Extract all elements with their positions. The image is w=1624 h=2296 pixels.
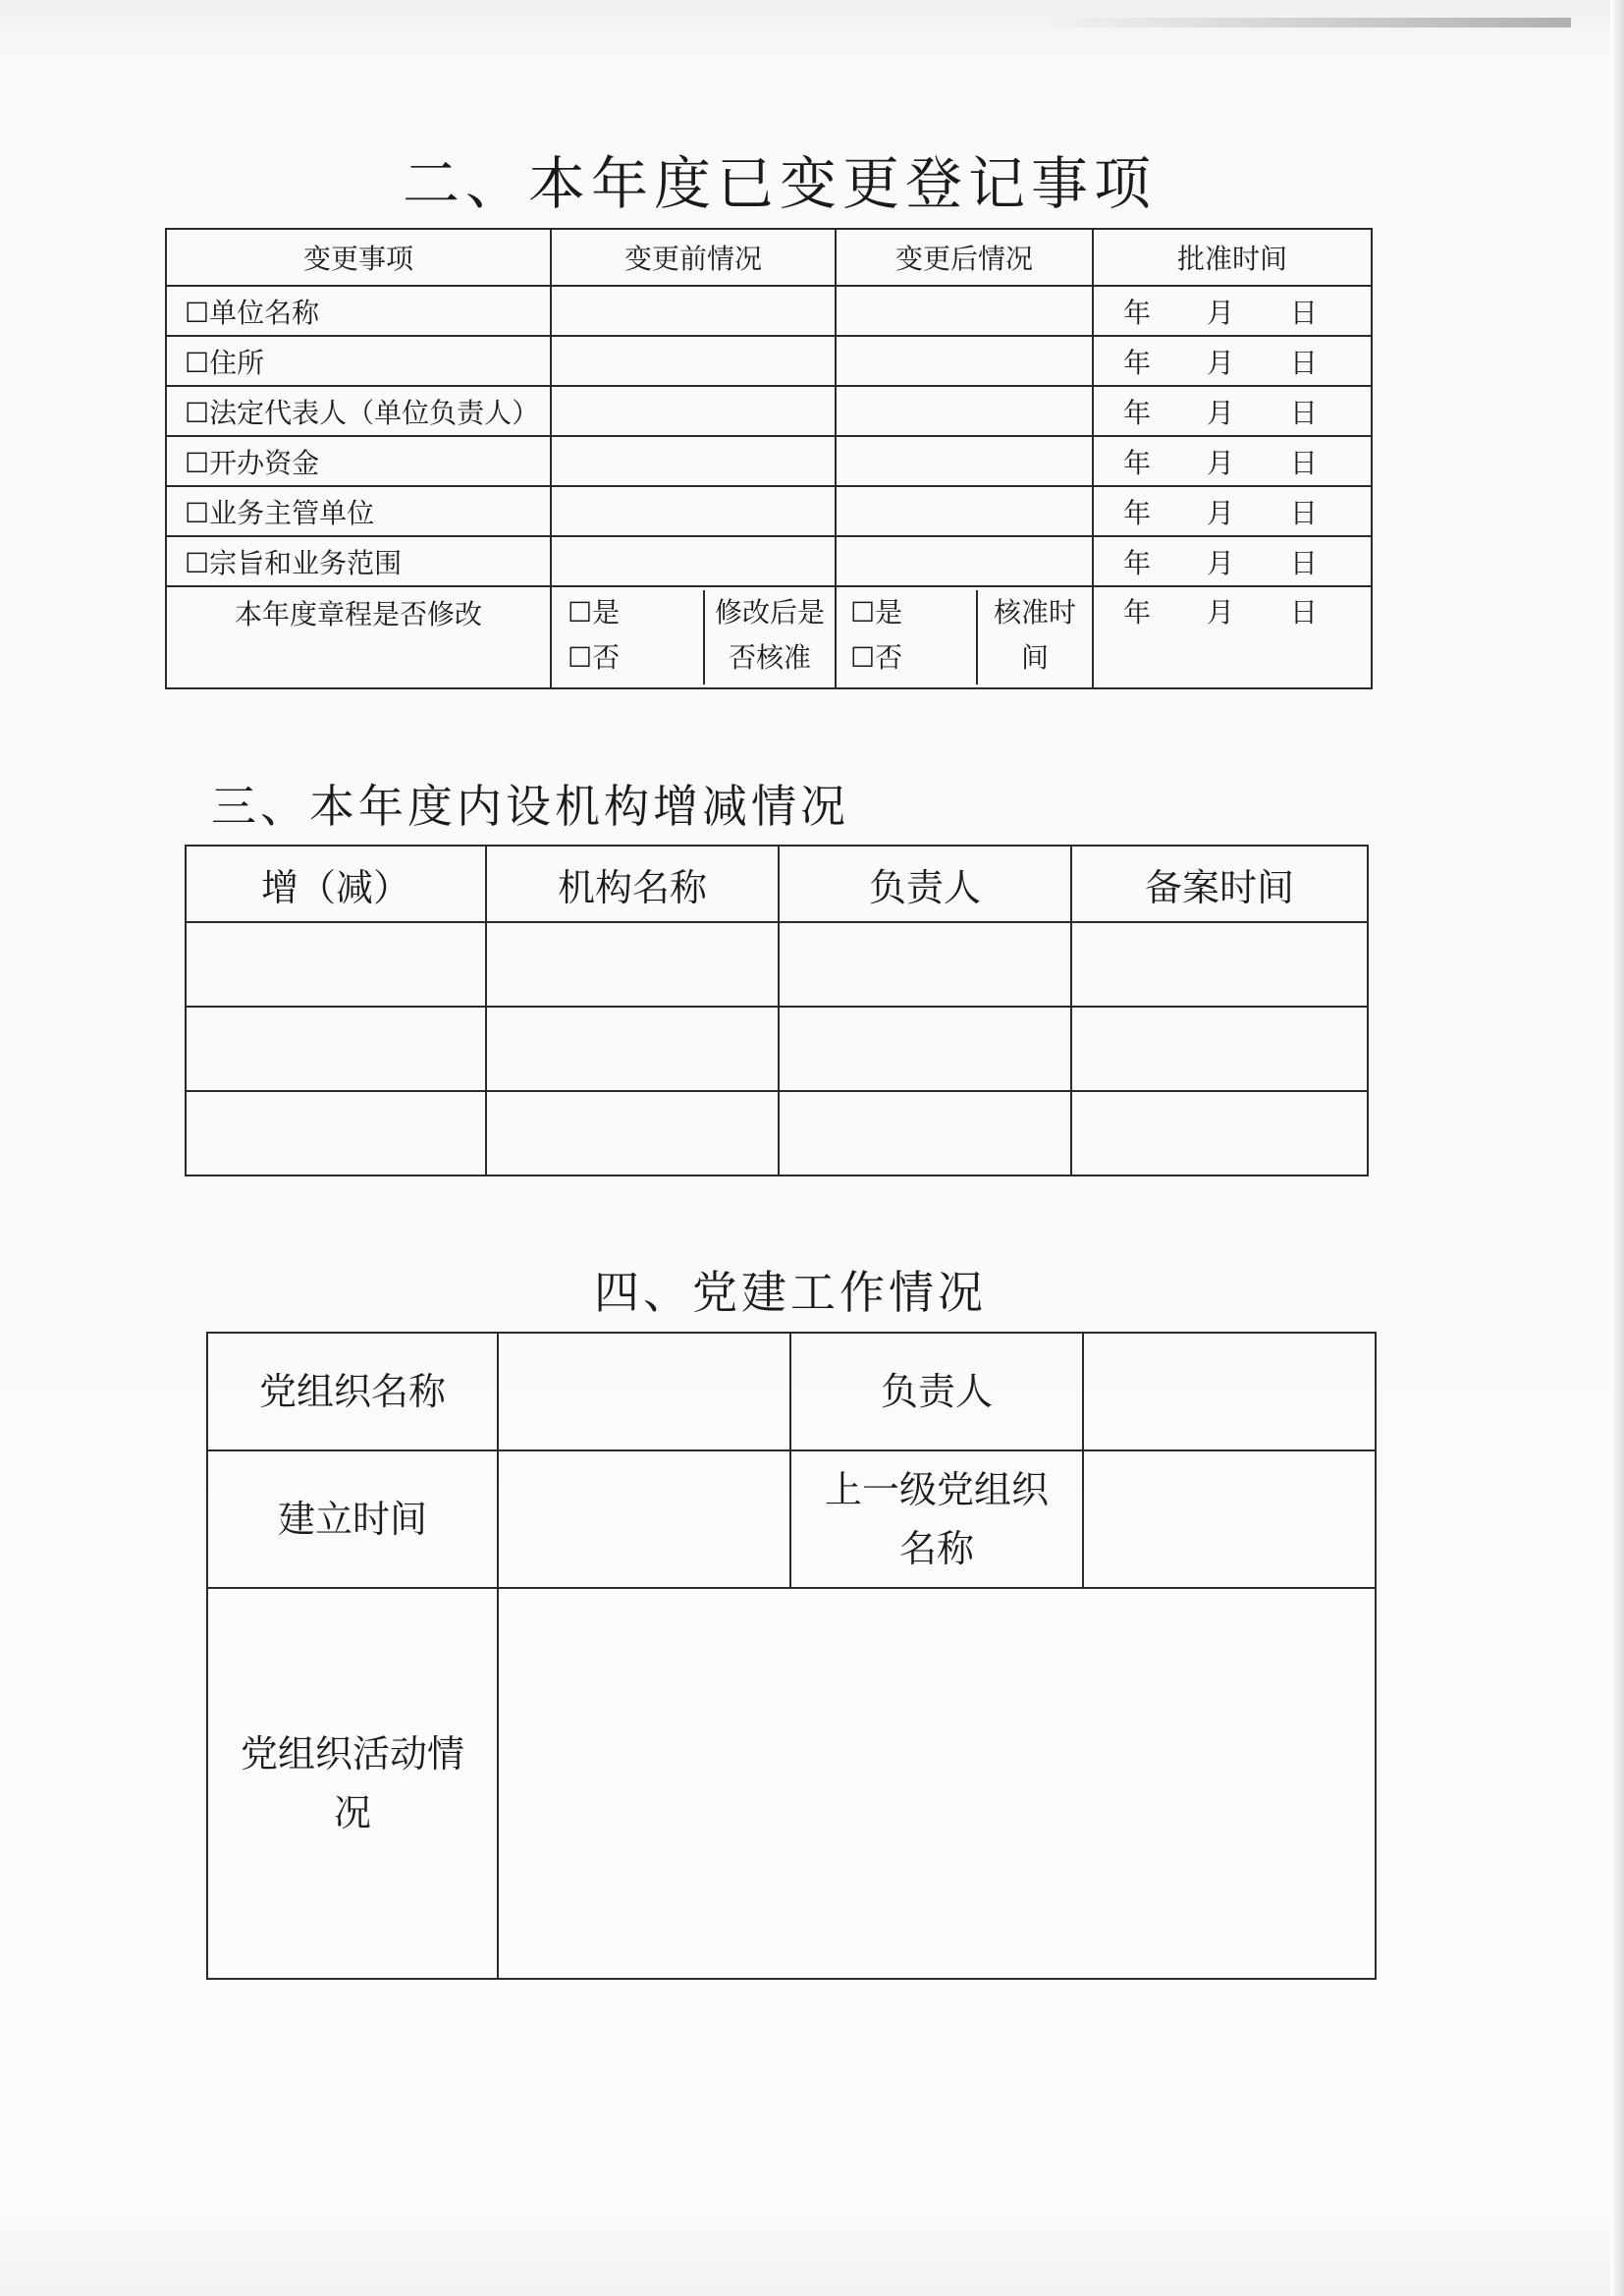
charter-no-option[interactable]	[568, 635, 703, 681]
section2-title: 二、本年度已变更登记事项	[403, 150, 1158, 217]
change-item-label: 住所	[209, 346, 265, 379]
approved-question-line2: 否核准	[728, 641, 811, 674]
table-cell[interactable]	[186, 1091, 486, 1175]
checkbox-icon[interactable]	[850, 596, 875, 629]
approval-time-line2: 间	[1020, 641, 1049, 674]
after-cell[interactable]	[836, 536, 1093, 586]
checkbox-icon[interactable]	[568, 596, 592, 629]
scan-edge	[1610, 0, 1624, 2296]
internal-org-table	[185, 845, 1369, 1176]
no-label: 否	[592, 641, 621, 674]
party-org-name-label: 党组织名称	[207, 1333, 498, 1450]
charter-yes-option[interactable]	[568, 590, 703, 635]
header-before: 变更前情况	[551, 229, 836, 286]
approval-date-cell[interactable]: 年 月 日	[1093, 436, 1372, 486]
charter-row	[166, 586, 1372, 688]
table-cell[interactable]	[486, 922, 779, 1007]
change-item-label: 单位名称	[209, 296, 320, 329]
checkbox-icon[interactable]	[185, 297, 209, 329]
change-row	[166, 486, 1372, 536]
approval-date-cell[interactable]: 年 月 日	[1093, 336, 1372, 386]
checkbox-icon[interactable]	[185, 397, 209, 429]
charter-options-cell	[551, 586, 836, 688]
after-cell[interactable]	[836, 436, 1093, 486]
established-value[interactable]	[498, 1450, 790, 1588]
approval-options-cell	[836, 586, 1093, 688]
change-item-cell[interactable]	[166, 386, 551, 436]
change-item-cell[interactable]	[166, 536, 551, 586]
established-row	[207, 1450, 1376, 1588]
charter-modified-options	[552, 590, 705, 684]
change-item-cell[interactable]	[166, 436, 551, 486]
change-item-cell[interactable]	[166, 486, 551, 536]
approval-time-label	[978, 590, 1092, 684]
checkbox-icon[interactable]	[185, 497, 209, 529]
table-cell[interactable]	[779, 1007, 1071, 1091]
after-cell[interactable]	[836, 286, 1093, 336]
change-row	[166, 286, 1372, 336]
approval-time-line1: 核准时	[993, 596, 1076, 629]
change-item-cell[interactable]	[166, 286, 551, 336]
before-cell[interactable]	[551, 486, 836, 536]
activities-label-line2: 况	[333, 1791, 371, 1834]
approved-yes-option[interactable]	[850, 590, 976, 635]
after-cell[interactable]	[836, 486, 1093, 536]
change-item-label: 法定代表人（单位负责人）	[209, 396, 540, 429]
party-org-name-value[interactable]	[498, 1333, 790, 1450]
before-cell[interactable]	[551, 286, 836, 336]
activities-row	[207, 1588, 1376, 1979]
checkbox-icon[interactable]	[185, 547, 209, 579]
parent-org-label-line2: 名称	[898, 1527, 974, 1570]
charter-approval-date-cell[interactable]: 年 月 日	[1093, 586, 1372, 688]
approval-date-cell[interactable]: 年 月 日	[1093, 486, 1372, 536]
approved-options	[837, 590, 978, 684]
established-label: 建立时间	[207, 1450, 498, 1588]
table-cell[interactable]	[1071, 922, 1368, 1007]
table-cell[interactable]	[186, 922, 486, 1007]
no-label: 否	[875, 641, 903, 674]
parent-org-label-line1: 上一级党组织	[824, 1468, 1049, 1511]
table-cell[interactable]	[486, 1091, 779, 1175]
header-filing-time: 备案时间	[1071, 846, 1368, 922]
header-leader: 负责人	[779, 846, 1071, 922]
change-item-label: 宗旨和业务范围	[209, 546, 403, 579]
checkbox-icon[interactable]	[185, 347, 209, 379]
checkbox-icon[interactable]	[568, 641, 592, 674]
table-cell[interactable]	[486, 1007, 779, 1091]
parent-org-value[interactable]	[1083, 1450, 1376, 1588]
charter-question-label: 本年度章程是否修改	[234, 598, 482, 630]
yes-label: 是	[875, 596, 903, 629]
leader-value[interactable]	[1083, 1333, 1376, 1450]
table-cell[interactable]	[1071, 1091, 1368, 1175]
leader-label: 负责人	[790, 1333, 1083, 1450]
table-row	[186, 1007, 1368, 1091]
header-increase-decrease: 增（减）	[186, 846, 486, 922]
change-row	[166, 386, 1372, 436]
section4-title: 四、党建工作情况	[594, 1266, 987, 1319]
activities-label-line1: 党组织活动情	[240, 1732, 464, 1776]
before-cell[interactable]	[551, 386, 836, 436]
change-item-label: 开办资金	[209, 446, 320, 479]
activities-label	[207, 1588, 498, 1979]
approval-date-cell[interactable]: 年 月 日	[1093, 286, 1372, 336]
header-after: 变更后情况	[836, 229, 1093, 286]
before-cell[interactable]	[551, 436, 836, 486]
change-row	[166, 336, 1372, 386]
table-row	[186, 1091, 1368, 1175]
charter-question	[166, 586, 551, 688]
header-change-item: 变更事项	[166, 229, 551, 286]
activities-value[interactable]	[498, 1588, 1376, 1979]
after-cell[interactable]	[836, 386, 1093, 436]
changes-header-row	[166, 229, 1372, 286]
before-cell[interactable]	[551, 536, 836, 586]
approved-question	[705, 590, 835, 684]
after-cell[interactable]	[836, 336, 1093, 386]
approval-date-cell[interactable]: 年 月 日	[1093, 386, 1372, 436]
scan-artifact	[1041, 18, 1571, 27]
table-row	[186, 922, 1368, 1007]
table-cell[interactable]	[779, 922, 1071, 1007]
approved-no-option[interactable]	[850, 635, 976, 681]
change-row	[166, 436, 1372, 486]
change-item-cell[interactable]	[166, 336, 551, 386]
approved-question-line1: 修改后是	[714, 596, 825, 629]
before-cell[interactable]	[551, 336, 836, 386]
parent-org-label	[790, 1450, 1083, 1588]
change-row	[166, 536, 1372, 586]
change-item-label: 业务主管单位	[209, 496, 375, 529]
header-approval-time: 批准时间	[1093, 229, 1372, 286]
table-cell[interactable]	[1071, 1007, 1368, 1091]
section3-title: 三、本年度内设机构增减情况	[211, 780, 849, 833]
checkbox-icon[interactable]	[850, 641, 875, 674]
party-building-table	[206, 1332, 1377, 1980]
table-cell[interactable]	[186, 1007, 486, 1091]
changes-table	[165, 228, 1373, 689]
table-cell[interactable]	[779, 1091, 1071, 1175]
approval-date-cell[interactable]: 年 月 日	[1093, 536, 1372, 586]
party-org-row	[207, 1333, 1376, 1450]
internal-org-header-row	[186, 846, 1368, 922]
yes-label: 是	[592, 596, 621, 629]
header-org-name: 机构名称	[486, 846, 779, 922]
checkbox-icon[interactable]	[185, 447, 209, 479]
